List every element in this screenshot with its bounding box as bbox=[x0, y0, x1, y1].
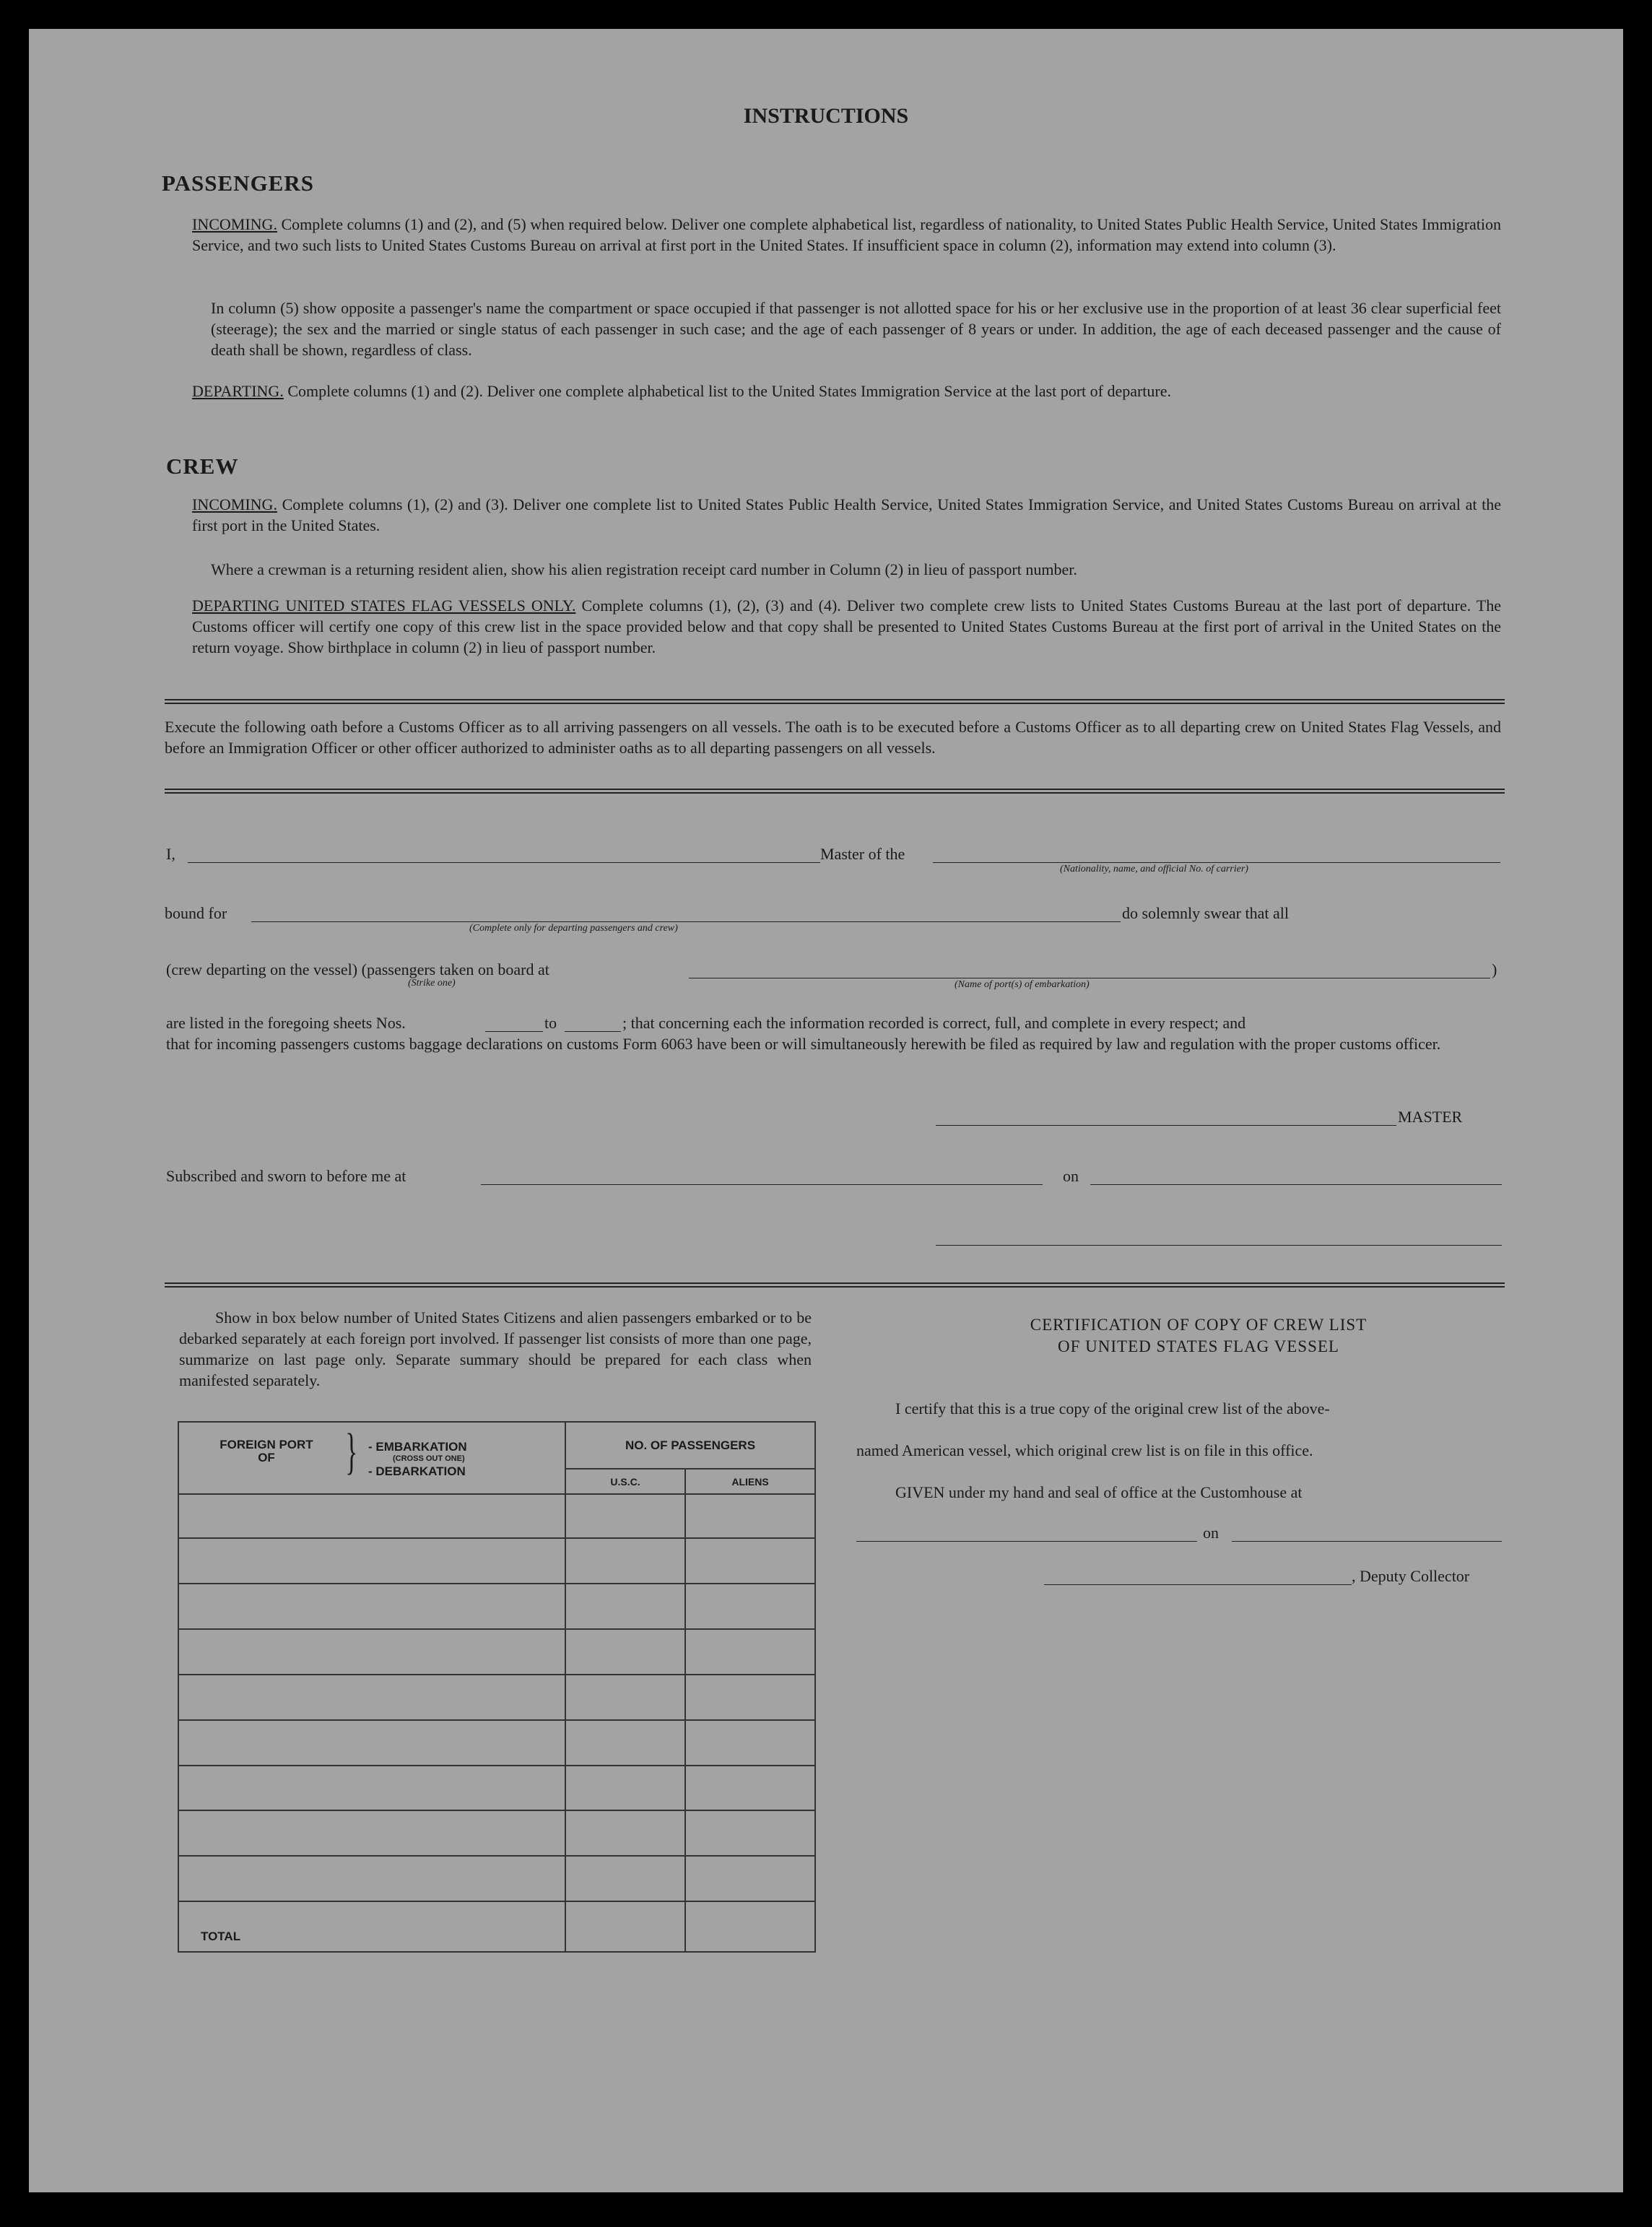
aliens-cell[interactable] bbox=[685, 1494, 815, 1538]
passengers-heading: PASSENGERS bbox=[162, 170, 314, 196]
divider bbox=[165, 1282, 1505, 1288]
usc-cell[interactable] bbox=[565, 1675, 685, 1720]
ports-hint: (Name of port(s) of embarkation) bbox=[955, 979, 1090, 990]
foreign-port-label: FOREIGN PORT OF bbox=[219, 1438, 313, 1464]
oath-intro: Execute the following oath before a Customs Officer as to all arriving passengers on all vessels. The oath is to be executed before a Customs Officer as to all departing crew on United States Flag Vessels, and before an Immigration Officer or other officer authorized to administer oaths as to all departing passengers on all vessels. bbox=[165, 718, 1501, 757]
aliens-header: ALIENS bbox=[685, 1469, 815, 1494]
sworn-date-field[interactable] bbox=[1090, 1184, 1502, 1185]
port-cell[interactable] bbox=[178, 1584, 565, 1629]
deputy-collector-label: , Deputy Collector bbox=[1352, 1567, 1470, 1585]
sheets-pre-text: are listed in the foregoing sheets Nos. bbox=[166, 1014, 406, 1032]
port-cell[interactable] bbox=[178, 1810, 565, 1856]
sheets-post-text: ; that concerning each the information recorded is correct, full, and complete in every respect; and bbox=[622, 1014, 1246, 1032]
sheets-to-text: to bbox=[544, 1014, 557, 1032]
certification-title-line2: OF UNITED STATES FLAG VESSEL bbox=[1058, 1337, 1339, 1355]
bound-for-field[interactable] bbox=[251, 921, 1121, 922]
no-passengers-header: NO. OF PASSENGERS bbox=[565, 1422, 815, 1469]
passengers-incoming-paragraph bbox=[192, 214, 1501, 256]
cert-date-field[interactable] bbox=[1232, 1541, 1502, 1542]
passengers-departing-label: DEPARTING. bbox=[192, 382, 284, 400]
master-name-field[interactable] bbox=[188, 862, 820, 863]
aliens-cell[interactable] bbox=[685, 1584, 815, 1629]
usc-total-cell[interactable] bbox=[565, 1901, 685, 1952]
summary-instructions: Show in box below number of United States Citizens and alien passengers embarked or to be debarked separately at each foreign port involved. If passenger list consists of more than one page, summarize on last page only. Separate summary should be prepared for each class when manifested separately. bbox=[179, 1308, 812, 1389]
aliens-cell[interactable] bbox=[685, 1766, 815, 1811]
aliens-total-cell[interactable] bbox=[685, 1901, 815, 1952]
port-cell[interactable] bbox=[178, 1494, 565, 1538]
aliens-cell[interactable] bbox=[685, 1629, 815, 1675]
usc-cell[interactable] bbox=[565, 1494, 685, 1538]
passengers-departing-text: Complete columns (1) and (2). Deliver one complete alphabetical list to the United States Immigration Service at the last port of departure. bbox=[287, 382, 1172, 400]
passengers-incoming-text: Complete columns (1) and (2), and (5) when required below. Deliver one complete alphabetical list, regardless of nationality, to United States Public Health Service, United States Immigration Service, and two such lists to United States Customs Bureau on arrival at first port in the United States. If insufficient space in column (2), information may extend into column (3). bbox=[192, 215, 1502, 254]
crew-incoming-text: Complete columns (1), (2) and (3). Deliver one complete list to United States Public Health Service, United States Immigration Service, and United States Customs Bureau on arrival at the first port in the United States. bbox=[192, 495, 1501, 534]
sworn-place-field[interactable] bbox=[481, 1184, 1043, 1185]
crew-incoming-paragraph bbox=[192, 494, 1501, 536]
port-cell[interactable] bbox=[178, 1856, 565, 1901]
port-cell[interactable] bbox=[178, 1766, 565, 1811]
aliens-cell[interactable] bbox=[685, 1538, 815, 1584]
aliens-cell[interactable] bbox=[685, 1810, 815, 1856]
sheet-to-field[interactable] bbox=[565, 1031, 621, 1032]
usc-cell[interactable] bbox=[565, 1720, 685, 1766]
port-header-cell bbox=[178, 1422, 565, 1494]
certification-title-line1: CERTIFICATION OF COPY OF CREW LIST bbox=[1030, 1316, 1368, 1334]
usc-cell[interactable] bbox=[565, 1629, 685, 1675]
cert-on-label: on bbox=[1203, 1524, 1219, 1542]
usc-cell[interactable] bbox=[565, 1584, 685, 1629]
debarkation-label: - DEBARKATION bbox=[368, 1464, 466, 1478]
form-sheet bbox=[29, 29, 1623, 2192]
crew-departing-text: Complete columns (1), (2), (3) and (4). Deliver two complete crew lists to United States Customs Bureau at the last port of departure. The Customs officer will certify one copy of this crew list in the space provided below and that copy shall be presented to United States Customs Bureau at the first port of arrival in the United States on the return voyage. Show birthplace in column (2) in lieu of passport number. bbox=[192, 596, 1502, 656]
usc-cell[interactable] bbox=[565, 1856, 685, 1901]
master-signature-field[interactable] bbox=[936, 1125, 1396, 1126]
crew-departing-paragraph bbox=[192, 595, 1501, 658]
usc-cell[interactable] bbox=[565, 1810, 685, 1856]
port-cell[interactable] bbox=[178, 1629, 565, 1675]
usc-header: U.S.C. bbox=[565, 1469, 685, 1494]
aliens-cell[interactable] bbox=[685, 1720, 815, 1766]
certify-line1: I certify that this is a true copy of the original crew list of the above- bbox=[895, 1399, 1330, 1418]
officer-signature-field[interactable] bbox=[936, 1245, 1502, 1246]
crew-departing-label: DEPARTING UNITED STATES FLAG VESSELS ONLY. bbox=[192, 596, 576, 615]
aliens-cell[interactable] bbox=[685, 1856, 815, 1901]
master-label: MASTER bbox=[1398, 1108, 1463, 1126]
passengers-incoming-label: INCOMING. bbox=[192, 215, 277, 233]
crew-incoming-label: INCOMING. bbox=[192, 495, 277, 513]
usc-cell[interactable] bbox=[565, 1538, 685, 1584]
cross-out-label: (CROSS OUT ONE) bbox=[393, 1454, 465, 1463]
passengers-departing-paragraph bbox=[192, 381, 1501, 401]
embarkation-label: - EMBARKATION bbox=[368, 1440, 467, 1454]
passengers-column5-paragraph: In column (5) show opposite a passenger's name the compartment or space occupied if that passenger is not allotted space for his or her exclusive use in the proportion of at least 36 clear superficial feet (steerage); the sex and the married or single status of each passenger in such case; and the age of each passenger of 8 years or under. In addition, the age of each deceased passenger and the cause of death shall be shown, regardless of class. bbox=[211, 299, 1501, 359]
bound-for-hint: (Complete only for departing passengers and crew) bbox=[469, 923, 678, 934]
declaration-text: that for incoming passengers customs baggage declarations on customs Form 6063 have been or will simultaneously herewith be filed as required by law and regulation with the proper customs officer. bbox=[166, 1035, 1441, 1053]
bound-for-label: bound for bbox=[165, 904, 227, 922]
sheet-from-field[interactable] bbox=[485, 1031, 543, 1032]
passenger-summary-table bbox=[178, 1421, 816, 1953]
crew-heading: CREW bbox=[166, 453, 239, 479]
subscribed-text: Subscribed and sworn to before me at bbox=[166, 1167, 407, 1185]
brace: } bbox=[345, 1424, 358, 1480]
oath-i-label: I, bbox=[166, 845, 175, 863]
carrier-hint: (Nationality, name, and official No. of carrier) bbox=[1060, 864, 1248, 874]
total-label: TOTAL bbox=[178, 1901, 565, 1952]
strike-one-hint: (Strike one) bbox=[408, 978, 456, 989]
port-cell[interactable] bbox=[178, 1720, 565, 1766]
divider bbox=[165, 789, 1505, 794]
certify-line2: named American vessel, which original crew list is on file in this office. bbox=[856, 1441, 1313, 1459]
given-text: GIVEN under my hand and seal of office at the Customhouse at bbox=[895, 1483, 1303, 1501]
crew-resident-paragraph: Where a crewman is a returning resident alien, show his alien registration receipt card number in Column (2) in lieu of passport number. bbox=[211, 560, 1077, 578]
master-of-label: Master of the bbox=[820, 845, 905, 863]
sworn-on-label: on bbox=[1063, 1167, 1079, 1185]
carrier-field[interactable] bbox=[933, 862, 1500, 863]
page-title: INSTRUCTIONS bbox=[743, 104, 909, 128]
divider bbox=[165, 699, 1505, 704]
aliens-cell[interactable] bbox=[685, 1675, 815, 1720]
customhouse-field[interactable] bbox=[856, 1541, 1197, 1542]
swear-text: do solemnly swear that all bbox=[1122, 904, 1289, 922]
certification-title bbox=[910, 1314, 1487, 1358]
crew-departing-text: (crew departing on the vessel) (passengers taken on board at bbox=[166, 960, 549, 978]
usc-cell[interactable] bbox=[565, 1766, 685, 1811]
close-paren: ) bbox=[1492, 960, 1497, 978]
deputy-signature-field[interactable] bbox=[1044, 1584, 1352, 1585]
port-cell[interactable] bbox=[178, 1538, 565, 1584]
port-cell[interactable] bbox=[178, 1675, 565, 1720]
